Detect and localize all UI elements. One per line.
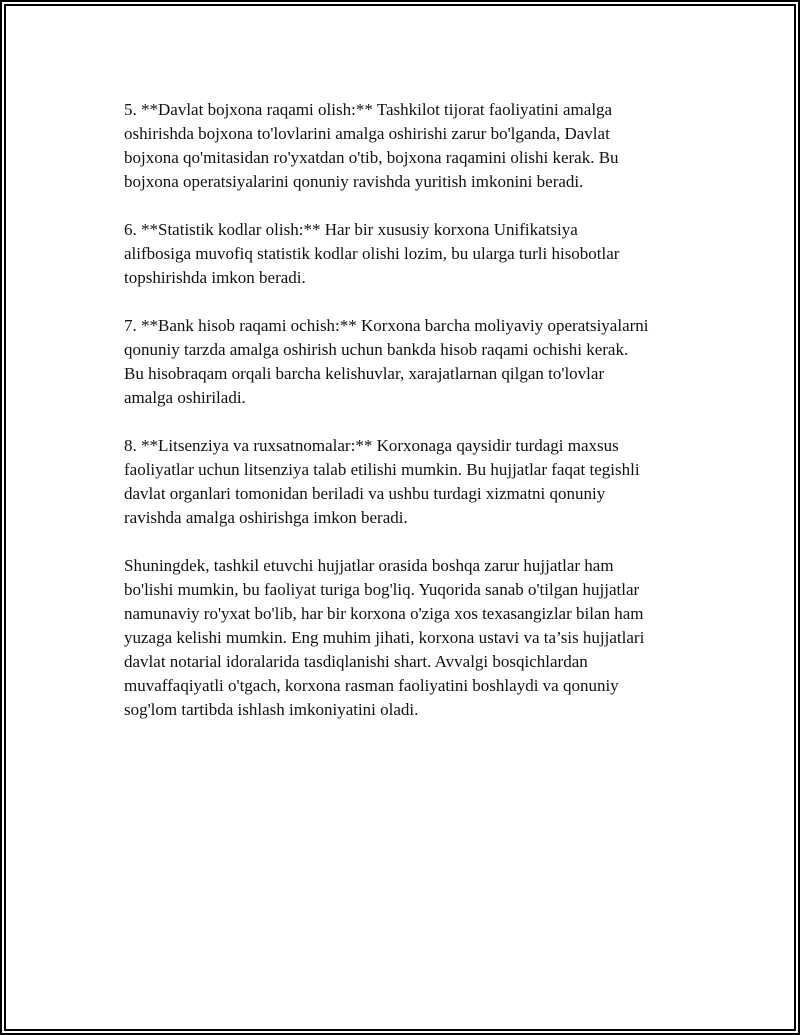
text-line: Shuningdek, tashkil etuvchi hujjatlar orasida boshqa zarur hujjatlar ham (124, 556, 614, 575)
text-line: faoliyatlar uchun litsenziya talab etilishi mumkin. Bu hujjatlar faqat tegishli (124, 460, 640, 479)
text-line: oshirishda bojxona to'lovlarini amalga oshirishi zarur bo'lganda, Davlat (124, 124, 610, 143)
text-line: yuzaga kelishi mumkin. Eng muhim jihati, korxona ustavi va ta’sis hujjatlari (124, 628, 645, 647)
text-line: davlat notarial idoralarida tasdiqlanishi shart. Avvalgi bosqichlardan (124, 652, 588, 671)
text-line: 7. **Bank hisob raqami ochish:** Korxona barcha moliyaviy operatsiyalarni (124, 316, 649, 335)
text-line: 8. **Litsenziya va ruxsatnomalar:** Korxonaga qaysidir turdagi maxsus (124, 436, 619, 455)
text-line: bojxona operatsiyalarini qonuniy ravishda yuritish imkonini beradi. (124, 172, 584, 191)
paragraph-item-8 (124, 434, 704, 530)
paragraph-item-7 (124, 314, 704, 410)
text-line: qonuniy tarzda amalga oshirish uchun bankda hisob raqami ochishi kerak. (124, 340, 629, 359)
text-line: muvaffaqiyatli o'tgach, korxona rasman faoliyatini boshlaydi va qonuniy (124, 676, 619, 695)
paragraph-summary (124, 554, 704, 722)
text-line: topshirishda imkon beradi. (124, 268, 306, 287)
text-line: Bu hisobraqam orqali barcha kelishuvlar, xarajatlarnan qilgan to'lovlar (124, 364, 605, 383)
text-line: bo'lishi mumkin, bu faoliyat turiga bog'liq. Yuqorida sanab o'tilgan hujjatlar (124, 580, 640, 599)
text-line: bojxona qo'mitasidan ro'yxatdan o'tib, bojxona raqamini olishi kerak. Bu (124, 148, 619, 167)
text-line: davlat organlari tomonidan beriladi va ushbu turdagi xizmatni qonuniy (124, 484, 606, 503)
text-line: sog'lom tartibda ishlash imkoniyatini oladi. (124, 700, 419, 719)
text-line: ravishda amalga oshirishga imkon beradi. (124, 508, 408, 527)
document-body (124, 98, 704, 746)
paragraph-item-6 (124, 218, 704, 290)
text-line: amalga oshiriladi. (124, 388, 246, 407)
paragraph-item-5 (124, 98, 704, 194)
text-line: namunaviy ro'yxat bo'lib, har bir korxona o'ziga xos texasangizlar bilan ham (124, 604, 644, 623)
text-line: 6. **Statistik kodlar olish:** Har bir xususiy korxona Unifikatsiya (124, 220, 578, 239)
text-line: alifbosiga muvofiq statistik kodlar olishi lozim, bu ularga turli hisobotlar (124, 244, 620, 263)
text-line: 5. **Davlat bojxona raqami olish:** Tashkilot tijorat faoliyatini amalga (124, 100, 613, 119)
